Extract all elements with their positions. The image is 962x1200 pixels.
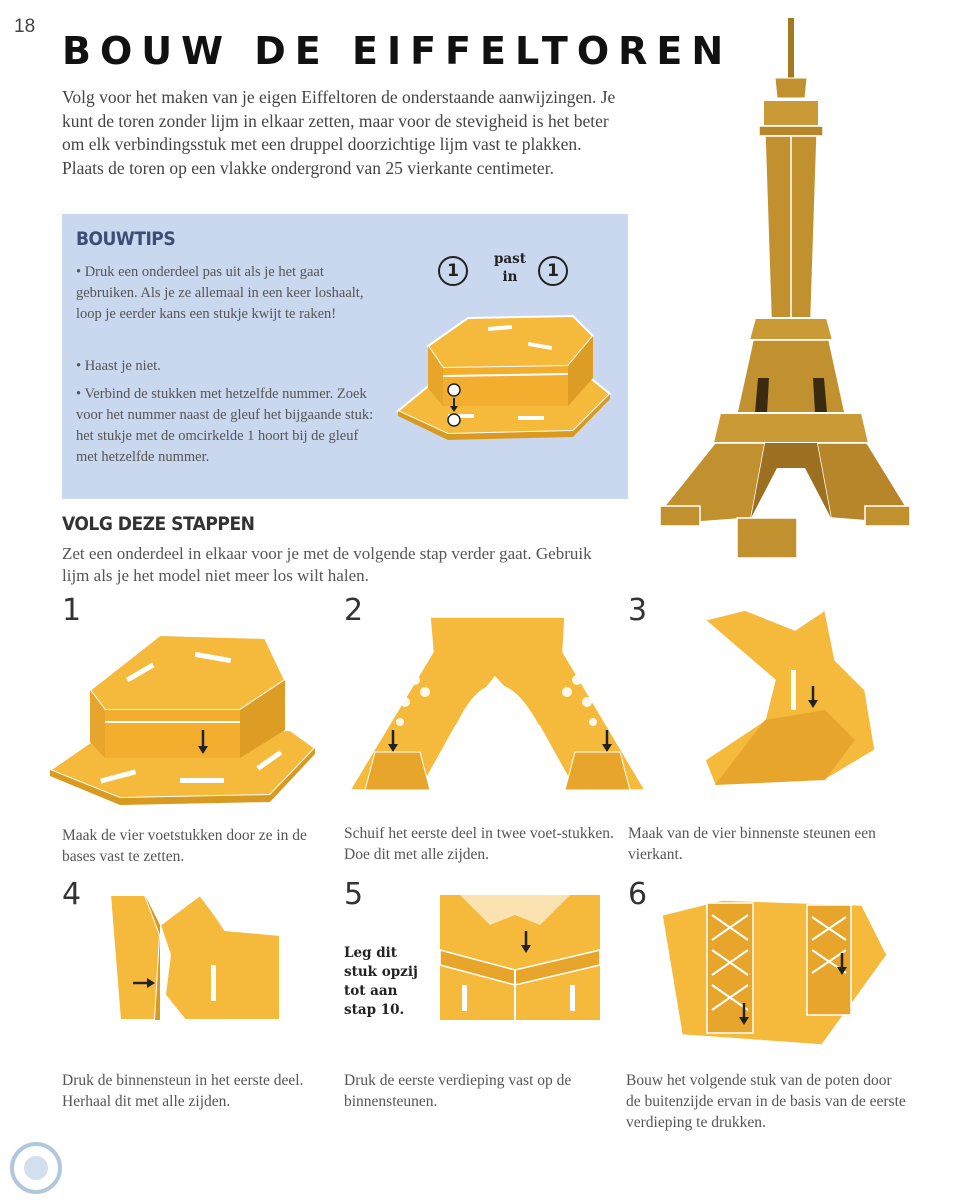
page-number: 18 [14, 16, 36, 37]
eiffel-tower-illustration [655, 18, 915, 578]
step-4-illustration [105, 895, 280, 1020]
step-number: 5 [344, 877, 364, 912]
page-title: BOUW DE EIFFELTOREN [62, 29, 733, 73]
step-number: 3 [628, 593, 648, 628]
tips-box [62, 214, 628, 499]
intro-paragraph: Volg voor het maken van je eigen Eiffeltoren de onderstaande aanwijzingen. Je kunt de toren zonder lijm in elkaar zetten, maar voor de stevigheid is het beter om elk verbindingsstuk met een druppel doorzichtige lijm vast te plakken. Plaats de toren op een vlakke ondergrond van 25 vierkante centimeter. [62, 87, 616, 178]
step-1-illustration [45, 630, 320, 810]
step-caption: Bouw het volgende stuk van de poten door de buitenzijde ervan in de basis van de eerste verdieping te drukken. [626, 1072, 906, 1131]
step-caption: Druk de binnensteun in het eerste deel. Herhaal dit met alle zijden. [62, 1072, 304, 1110]
step-caption: Druk de eerste verdieping vast op de binnensteunen. [344, 1072, 572, 1110]
step-5-illustration [440, 895, 600, 1020]
circled-number-icon: 1 [538, 256, 568, 286]
step-6-illustration [662, 895, 887, 1045]
step-number: 2 [344, 593, 364, 628]
tip-item: • Haast je niet. [76, 358, 161, 374]
tip-item: • Druk een onderdeel pas uit als je het gaat gebruiken. Als je ze allemaal in een keer loshaalt, loop je eerder kans een stukje kwijt te raken! [76, 264, 364, 322]
step-caption: Maak van de vier binnenste steunen een vierkant. [628, 825, 876, 863]
steps-heading: VOLG DEZE STAPPEN [62, 513, 255, 535]
tip-item: • Verbind de stukken met hetzelfde nummer. Zoek voor het nummer naast de gleuf het bijgaande stuk: het stukje met de omcirkelde 1 hoort bij de gleuf met hetzelfde nummer. [76, 386, 374, 465]
tips-title: BOUWTIPS [76, 228, 176, 250]
steps-intro: Zet een onderdeel in elkaar voor je met de volgende stap verder gaat. Gebruik lijm als je het model niet meer los wilt halen. [62, 544, 592, 585]
past-in-badge [438, 250, 618, 290]
step-number: 6 [628, 877, 648, 912]
step-number: 1 [62, 593, 82, 628]
step-caption: Maak de vier voetstukken door ze in de bases vast te zetten. [62, 827, 307, 865]
step-number: 4 [62, 877, 82, 912]
step-2-illustration [345, 612, 650, 794]
step-5-note: Leg dit stuk opzij tot aan stap 10. [344, 945, 418, 1018]
step-3-illustration [705, 600, 885, 785]
circled-number-icon: 1 [438, 256, 468, 286]
watermark-logo-icon [6, 1138, 66, 1198]
step-caption: Schuif het eerste deel in twee voet-stukken. Doe dit met alle zijden. [344, 825, 614, 863]
past-in-label: past in [493, 251, 527, 285]
base-piece-illustration [388, 306, 618, 446]
